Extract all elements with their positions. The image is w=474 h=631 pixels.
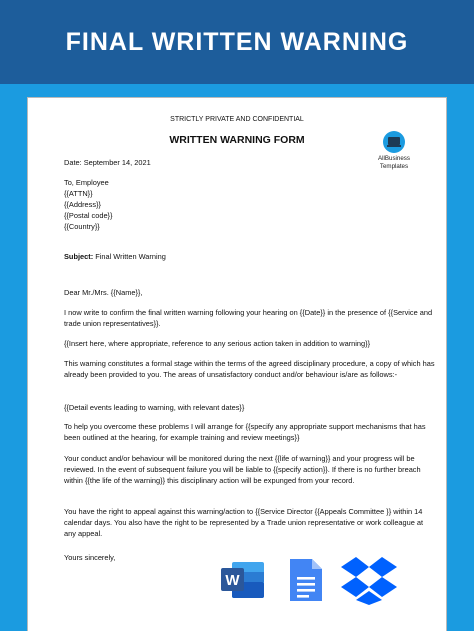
document-page xyxy=(27,97,447,631)
body-paragraph: I now write to confirm the final written warning following your hearing on {{Date}} in the presence of {{Service and trade union representatives}}. xyxy=(64,308,433,328)
address-line: {{ATTN}} xyxy=(64,189,93,198)
logo-text: AllBusiness Templates xyxy=(378,155,410,170)
body-paragraph: {{Insert here, where appropriate, reference to any serious action taken in addition to warning}} xyxy=(64,339,371,348)
body-paragraph: Your conduct and/or behaviour will be monitored during the next {{life of warning}} and your progress will be reviewed. In the event of subsequent failure you will be liable to {{specify action}}. If there is no further breach within {{the life of the warning}} this disciplinary action will be expunged from your record. xyxy=(64,454,421,485)
address-line: To, Employee xyxy=(64,178,109,187)
banner-title: FINAL WRITTEN WARNING xyxy=(65,27,409,56)
title-banner xyxy=(0,0,474,89)
closing: Yours sincerely, xyxy=(64,553,116,562)
word-letter: W xyxy=(225,572,240,589)
salutation: Dear Mr./Mrs. {{Name}}, xyxy=(64,288,143,297)
address-line: {{Postal code}} xyxy=(64,211,113,220)
body-paragraph: {{Detail events leading to warning, with relevant dates}} xyxy=(64,403,245,412)
laptop-icon xyxy=(383,131,405,153)
google-docs-icon[interactable] xyxy=(288,557,324,608)
subject-line xyxy=(64,252,166,262)
confidential-label: STRICTLY PRIVATE AND CONFIDENTIAL xyxy=(170,116,304,123)
form-title: WRITTEN WARNING FORM xyxy=(169,134,305,146)
file-format-icons xyxy=(220,557,420,607)
allbusiness-logo[interactable] xyxy=(369,131,419,171)
address-line: {{Address}} xyxy=(64,200,101,209)
subject-value: Final Written Warning xyxy=(93,252,166,261)
word-icon[interactable] xyxy=(220,557,266,608)
subject-label: Subject: xyxy=(64,252,94,261)
body-paragraph: This warning constitutes a formal stage within the terms of the agreed disciplinary procedure, a copy of which has already been provided to you. The areas of unsatisfactory conduct and/or behaviour is/are as follows:- xyxy=(64,359,435,379)
document-date: Date: September 14, 2021 xyxy=(64,158,151,167)
address-line: {{Country}} xyxy=(64,222,100,231)
body-paragraph: You have the right to appeal against this warning/action to {{Service Director {{Appeals Committee }} within 14 calendar days. You also have the right to be represented by a Trade union representative or work colleague at any appeal. xyxy=(64,507,424,538)
body-paragraph: To help you overcome these problems I will arrange for {{specify any appropriate support mechanisms that has been outlined at the hearing, for example training and review meetings}} xyxy=(64,422,426,442)
dropbox-icon[interactable] xyxy=(340,555,398,610)
